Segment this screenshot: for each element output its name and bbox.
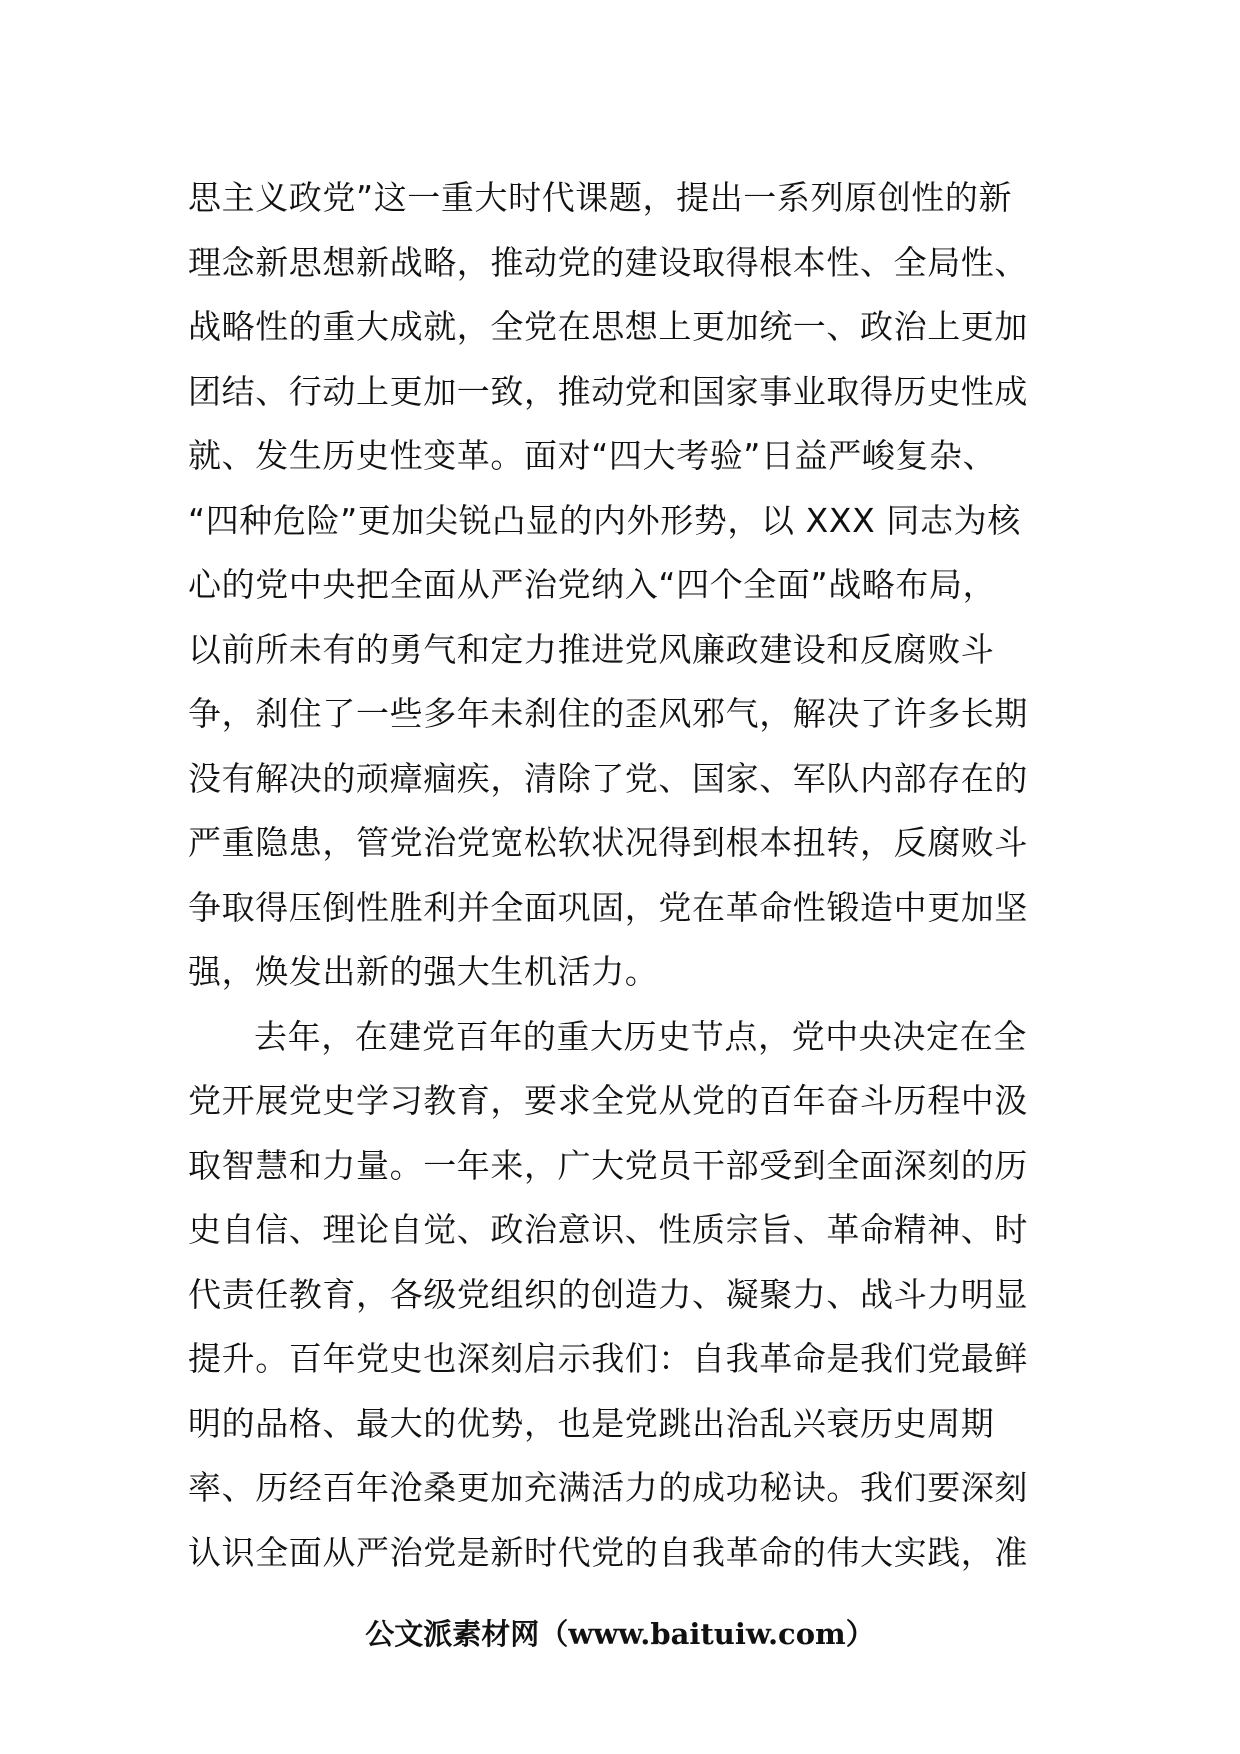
document-body	[188, 166, 1068, 1585]
body-line-16: 取智慧和力量。一年来，广大党员干部受到全面深刻的历	[188, 1145, 1028, 1185]
body-line-10: 没有解决的顽瘴痼疾，清除了党、国家、军队内部存在的	[188, 758, 1028, 798]
body-line-22: 认识全面从严治党是新时代党的自我革命的伟大实践，准	[188, 1532, 1028, 1572]
body-line-7: 心的党中央把全面从严治党纳入“四个全面”战略布局，	[188, 565, 997, 604]
body-line-4: 团结、行动上更加一致，推动党和国家事业取得历史性成	[188, 371, 1028, 411]
body-line-3: 战略性的重大成就，全党在思想上更加统一、政治上更加	[188, 307, 1028, 346]
body-line-2: 理念新思想新战略，推动党的建设取得根本性、全局性、	[188, 242, 1028, 282]
body-line-19: 提升。百年党史也深刻启示我们：自我革命是我们党最鲜	[188, 1339, 1028, 1378]
body-line-9: 争，刹住了一些多年未刹住的歪风邪气，解决了许多长期	[188, 694, 1028, 733]
footer-watermark: 公文派素材网（www.baituiw.com）	[365, 1617, 875, 1651]
body-line-18: 代责任教育，各级党组织的创造力、凝聚力、战斗力明显	[188, 1274, 1028, 1314]
body-line-11: 严重隐患，管党治党宽松软状况得到根本扭转，反腐败斗	[188, 823, 1028, 862]
body-line-8: 以前所未有的勇气和定力推进党风廉政建设和反腐败斗	[188, 629, 995, 669]
body-line-15: 党开展党史学习教育，要求全党从党的百年奋斗历程中汲	[188, 1081, 1028, 1120]
body-line-5: 就、发生历史性变革。面对“四大考验”日益严峻复杂、	[188, 436, 997, 475]
body-line-20: 明的品格、最大的优势，也是党跳出治乱兴衰历史周期	[188, 1403, 995, 1443]
body-line-13: 强，焕发出新的强大生机活力。	[188, 952, 659, 991]
body-line-12: 争取得压倒性胜利并全面巩固，党在革命性锻造中更加坚	[188, 887, 1028, 927]
body-line-17: 史自信、理论自觉、政治意识、性质宗旨、革命精神、时	[188, 1210, 1028, 1249]
body-line-6: “四种危险”更加尖锐凸显的内外形势，以 XXX 同志为核	[188, 500, 1021, 540]
body-line-1: 思主义政党”这一重大时代课题，提出一系列原创性的新	[188, 178, 1013, 217]
body-line-21: 率、历经百年沧桑更加充满活力的成功秘诀。我们要深刻	[188, 1468, 1028, 1507]
paragraph-first-line: 去年，在建党百年的重大历史节点，党中央决定在全	[254, 1016, 1027, 1056]
